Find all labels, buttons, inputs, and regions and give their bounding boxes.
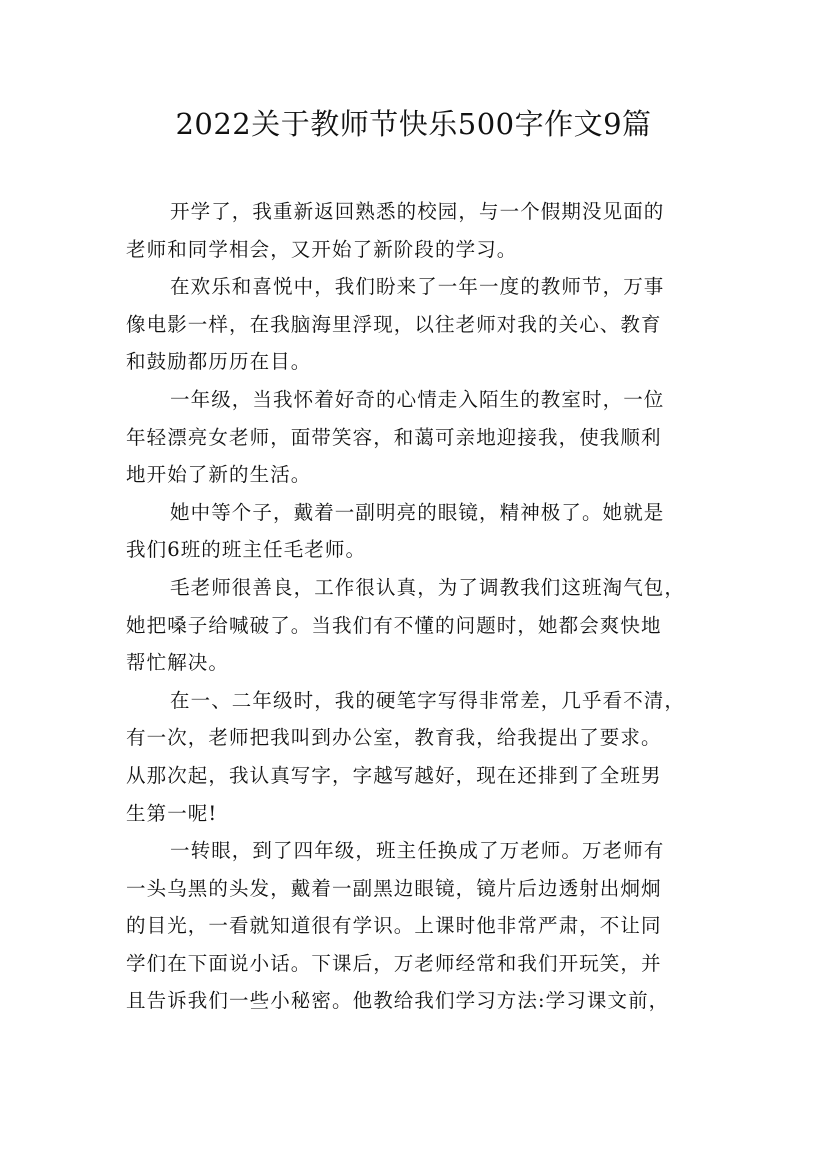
text-line: 帮忙解决。 [126,651,230,675]
text-line: 在一、二年级时，我的硬笔字写得非常差，几乎看不清， [170,688,686,712]
text-line: 一转眼，到了四年级，班主任换成了万老师。万老师有 [170,839,665,863]
text-line: 年轻漂亮女老师，面带笑容，和蔼可亲地迎接我，使我顺利 [126,425,662,449]
text-line: 生第一呢! [126,801,218,825]
text-line: 的目光，一看就知道很有学识。上课时他非常严肃，不让同 [126,914,662,938]
text-line: 像电影一样，在我脑海里浮现，以往老师对我的关心、教育 [126,312,662,336]
text-line: 在欢乐和喜悦中，我们盼来了一年一度的教师节，万事 [170,275,665,299]
text-line: 毛老师很善良，工作很认真，为了调教我们这班淘气包， [170,575,686,599]
text-line: 学们在下面说小话。下课后，万老师经常和我们开玩笑，并 [126,951,662,975]
text-line: 一年级，当我怀着好奇的心情走入陌生的教室时，一位 [170,387,665,411]
text-line: 有一次，老师把我叫到办公室，教育我，给我提出了要求。 [126,726,662,750]
text-line: 她把嗓子给喊破了。当我们有不懂的问题时，她都会爽快地 [126,613,662,637]
text-line: 一头乌黑的头发，戴着一副黑边眼镜，镜片后边透射出炯炯 [126,876,662,900]
text-line: 她中等个子，戴着一副明亮的眼镜，精神极了。她就是 [170,500,665,524]
document-body [126,193,716,1020]
text-line: 我们6班的班主任毛老师。 [126,538,367,562]
text-line: 开学了，我重新返回熟悉的校园，与一个假期没见面的 [170,200,665,223]
document-title: 2022关于教师节快乐500字作文9篇 [175,107,652,141]
text-line: 地开始了新的生活。 [126,463,312,487]
text-line: 和鼓励都历历在目。 [126,350,312,374]
text-line: 且告诉我们一些小秘密。他教给我们学习方法:学习课文前， [126,989,670,1013]
text-line: 老师和同学相会，又开始了新阶段的学习。 [126,237,518,261]
text-line: 从那次起，我认真写字，字越写越好，现在还排到了全班男 [126,763,662,787]
